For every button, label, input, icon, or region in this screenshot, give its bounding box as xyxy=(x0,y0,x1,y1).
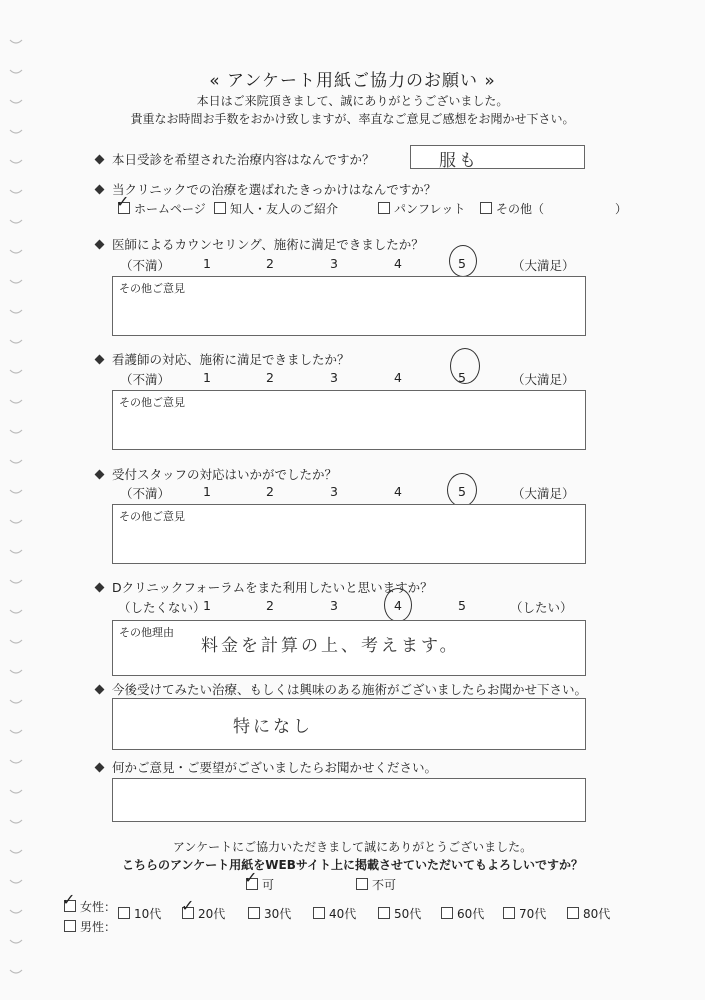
checkbox[interactable] xyxy=(378,907,390,919)
q7-answer-box[interactable] xyxy=(112,698,586,750)
scale-5[interactable]: 5 xyxy=(458,256,466,271)
scale-2[interactable]: 2 xyxy=(266,256,274,271)
scale-3[interactable]: 3 xyxy=(330,256,338,271)
scale-3[interactable]: 3 xyxy=(330,598,338,613)
scale-4[interactable]: 4 xyxy=(394,256,402,271)
scale-4[interactable]: 4 xyxy=(394,598,402,613)
q1-answer-box[interactable] xyxy=(410,145,585,169)
scale-3[interactable]: 3 xyxy=(330,370,338,385)
diamond-bullet-icon xyxy=(95,470,105,480)
option-other-close: ） xyxy=(615,202,628,216)
question-6-text: Dクリニックフォーラムをまた利用したいと思いますか？ xyxy=(112,580,433,595)
scale-low-label: （不満） xyxy=(120,372,171,387)
age-50s-option[interactable]: 50代 xyxy=(378,905,421,922)
age-60s-option[interactable]: 60代 xyxy=(441,905,484,922)
scale-low-label: （不満） xyxy=(120,258,171,273)
option-friend-referral[interactable]: 知人・友人のご紹介 xyxy=(214,200,338,217)
scale-1[interactable]: 1 xyxy=(203,484,211,499)
page-title: « アンケート用紙ご協力のお願い » xyxy=(209,71,496,91)
checkbox[interactable] xyxy=(118,907,130,919)
scale-high-label: （大満足） xyxy=(512,258,575,273)
checkbox[interactable] xyxy=(503,907,515,919)
scale-5[interactable]: 5 xyxy=(458,598,466,613)
gender-male-option[interactable]: 男性： xyxy=(64,918,116,935)
question-3-text: 医師によるカウンセリング、施術に満足できましたか？ xyxy=(112,237,424,252)
q4-comment-label: その他ご意見 xyxy=(119,396,185,409)
scale-5[interactable]: 5 xyxy=(458,484,466,499)
checkbox[interactable] xyxy=(441,907,453,919)
scale-high-label: （大満足） xyxy=(512,372,575,387)
checkbox[interactable] xyxy=(248,907,260,919)
option-pamphlet[interactable]: パンフレット xyxy=(378,200,465,217)
diamond-bullet-icon xyxy=(95,240,105,250)
question-4-text: 看護師の対応、施術に満足できましたか？ xyxy=(112,352,350,367)
q5-comment-label: その他ご意見 xyxy=(119,510,185,523)
question-7 xyxy=(96,680,587,698)
checkbox[interactable] xyxy=(214,202,226,214)
scale-1[interactable]: 1 xyxy=(203,370,211,385)
question-2 xyxy=(96,180,436,198)
intro-line-2: 貴重なお時間お手数をおかけ致しますが、率直なご意見ご感想をお聞かせ下さい。 xyxy=(130,112,575,126)
diamond-bullet-icon xyxy=(95,355,105,365)
age-70s-option[interactable]: 70代 xyxy=(503,905,546,922)
scale-1[interactable]: 1 xyxy=(203,256,211,271)
scale-high-label-want: （したい） xyxy=(510,600,573,615)
scale-1[interactable]: 1 xyxy=(203,598,211,613)
age-20s-option[interactable]: 20代 xyxy=(182,905,225,922)
scale-2[interactable]: 2 xyxy=(266,370,274,385)
q1-answer: 服も xyxy=(439,151,479,171)
scale-4[interactable]: 4 xyxy=(394,370,402,385)
checkbox[interactable] xyxy=(567,907,579,919)
question-8 xyxy=(96,758,437,776)
check-mark-icon: ✓ xyxy=(181,896,195,915)
checkbox[interactable] xyxy=(313,907,325,919)
scale-3[interactable]: 3 xyxy=(330,484,338,499)
question-7-text: 今後受けてみたい治療、もしくは興味のある施術がございましたらお聞かせ下さい。 xyxy=(112,682,588,697)
option-other[interactable]: その他（ xyxy=(480,200,544,217)
option-homepage[interactable]: ホームページ xyxy=(118,200,206,217)
q5-comment-box[interactable] xyxy=(112,504,586,564)
publish-deny-option[interactable]: 不可 xyxy=(356,876,396,893)
publish-question: こちらのアンケート用紙をWEBサイト上に掲載させていただいてもよろしいですか？ xyxy=(121,858,584,872)
intro-line-1: 本日はご来院頂きまして、誠にありがとうございました。 xyxy=(196,94,509,108)
question-6 xyxy=(96,578,433,596)
checkbox[interactable] xyxy=(480,202,492,214)
q6-comment-label: その他理由 xyxy=(119,626,174,639)
scale-low-label-want: （したくない） xyxy=(118,600,206,615)
question-8-text: 何かご意見・ご要望がございましたらお聞かせください。 xyxy=(112,760,438,775)
diamond-bullet-icon xyxy=(95,583,105,593)
q3-comment-label: その他ご意見 xyxy=(119,282,185,295)
rating-circle xyxy=(384,588,412,622)
scale-high-label: （大満足） xyxy=(512,486,575,501)
question-2-text: 当クリニックでの治療を選ばれたきっかけはなんですか？ xyxy=(112,182,437,197)
question-5-text: 受付スタッフの対応はいかがでしたか？ xyxy=(112,467,338,482)
q7-answer: 特になし xyxy=(233,717,313,737)
diamond-bullet-icon xyxy=(95,155,105,165)
publish-allow-option[interactable]: 可 xyxy=(246,876,274,893)
checkbox[interactable] xyxy=(64,920,76,932)
age-10s-option[interactable]: 10代 xyxy=(118,905,161,922)
scale-low-label: （不満） xyxy=(120,486,171,501)
rating-circle xyxy=(450,348,480,384)
rating-circle xyxy=(449,245,477,277)
age-40s-option[interactable]: 40代 xyxy=(313,905,356,922)
question-5 xyxy=(96,465,337,483)
diamond-bullet-icon xyxy=(95,685,105,695)
question-1-text: 本日受診を希望された治療内容はなんですか？ xyxy=(112,152,375,167)
question-4 xyxy=(96,350,350,368)
check-mark-icon: ✓ xyxy=(244,868,258,887)
age-80s-option[interactable]: 80代 xyxy=(567,905,610,922)
scale-4[interactable]: 4 xyxy=(394,484,402,499)
scale-2[interactable]: 2 xyxy=(266,484,274,499)
q6-comment: 料金を計算の上、考えます。 xyxy=(201,636,460,656)
scale-2[interactable]: 2 xyxy=(266,598,274,613)
q4-comment-box[interactable] xyxy=(112,390,586,450)
gender-female-option[interactable]: 女性： xyxy=(64,898,116,915)
q3-comment-box[interactable] xyxy=(112,276,586,336)
q8-answer-box[interactable] xyxy=(112,778,586,822)
question-1 xyxy=(96,150,375,168)
scale-5[interactable]: 5 xyxy=(458,370,466,385)
q6-comment-box[interactable] xyxy=(112,620,586,676)
footer-thanks: アンケートにご協力いただきまして誠にありがとうございました。 xyxy=(172,840,533,854)
checkbox[interactable] xyxy=(378,202,390,214)
diamond-bullet-icon xyxy=(95,185,105,195)
rating-circle xyxy=(447,473,477,507)
checkbox[interactable] xyxy=(356,878,368,890)
check-mark-icon: ✓ xyxy=(116,192,130,211)
diamond-bullet-icon xyxy=(95,763,105,773)
age-30s-option[interactable]: 30代 xyxy=(248,905,291,922)
check-mark-icon: ✓ xyxy=(62,890,76,909)
question-3 xyxy=(96,235,424,253)
